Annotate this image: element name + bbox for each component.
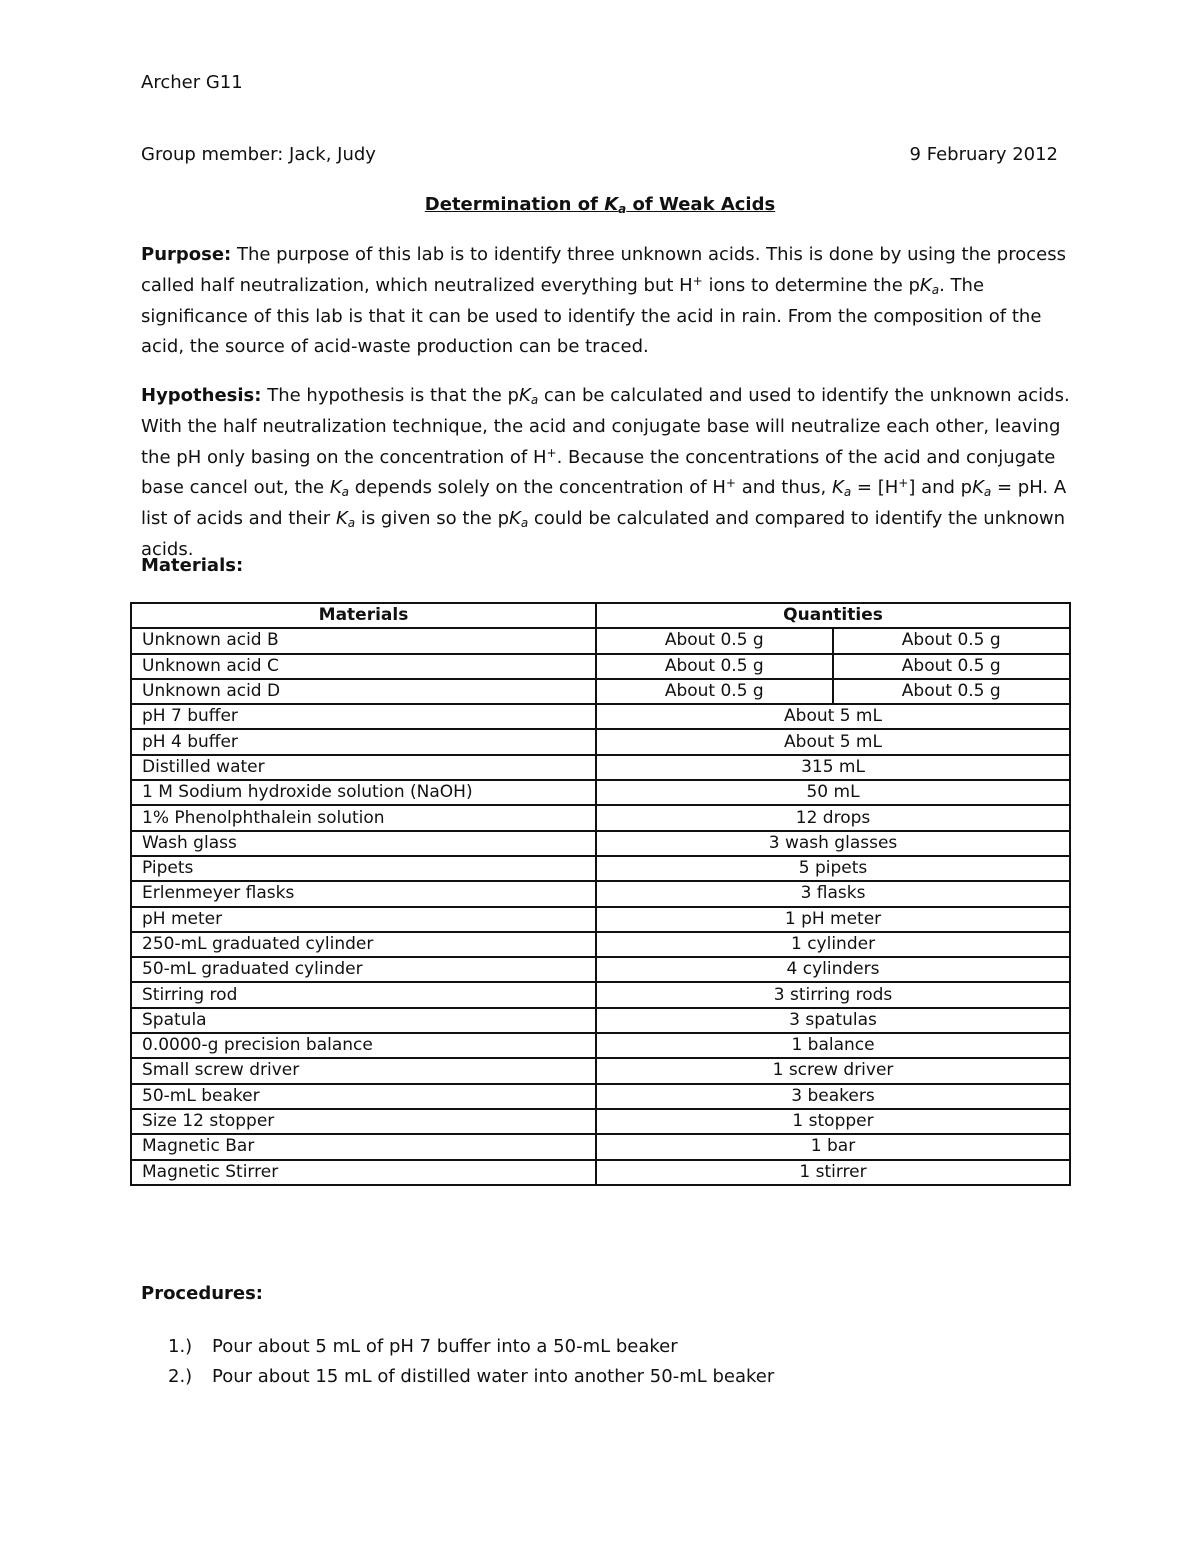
quantities-column-header: Quantities bbox=[596, 603, 1070, 628]
material-name-cell: Magnetic Bar bbox=[131, 1134, 596, 1159]
procedures-heading: Procedures: bbox=[141, 1283, 264, 1304]
quantity-cell: 1 cylinder bbox=[596, 932, 1070, 957]
material-name-cell: 0.0000-g precision balance bbox=[131, 1033, 596, 1058]
procedure-step bbox=[141, 1332, 774, 1362]
material-name-cell: pH meter bbox=[131, 907, 596, 932]
quantity-cell: 3 wash glasses bbox=[596, 831, 1070, 856]
material-name-cell: Small screw driver bbox=[131, 1058, 596, 1083]
procedure-step-number: 1.) bbox=[168, 1336, 193, 1357]
procedure-step-number: 2.) bbox=[168, 1366, 193, 1387]
quantity-cell: 3 spatulas bbox=[596, 1008, 1070, 1033]
quantity-cell: 1 pH meter bbox=[596, 907, 1070, 932]
quantity-cell: 1 bar bbox=[596, 1134, 1070, 1159]
hypothesis-label: Hypothesis: bbox=[141, 385, 262, 406]
quantity-cell: 1 stirrer bbox=[596, 1160, 1070, 1185]
material-name-cell: 1% Phenolphthalein solution bbox=[131, 805, 596, 830]
table-row bbox=[131, 957, 1070, 982]
quantity-cell: About 0.5 g bbox=[596, 654, 832, 679]
purpose-paragraph: Purpose: The purpose of this lab is to identify three unknown acids. This is done by using the process called half neutralization, which neutralized everything but H+ ions to determine the $pK_a$. The significance of this lab is that it can be used to identify the acid in rain. From the composition of the acid, the source of acid-waste production can be traced. bbox=[141, 244, 1066, 358]
table-row bbox=[131, 1134, 1070, 1159]
materials-table bbox=[130, 602, 1071, 1186]
procedure-step bbox=[141, 1362, 774, 1392]
material-name-cell: Unknown acid D bbox=[131, 679, 596, 704]
material-name-cell: Unknown acid B bbox=[131, 628, 596, 653]
table-row bbox=[131, 780, 1070, 805]
table-row bbox=[131, 1033, 1070, 1058]
material-name-cell: 50-mL graduated cylinder bbox=[131, 957, 596, 982]
table-row bbox=[131, 729, 1070, 754]
material-name-cell: Stirring rod bbox=[131, 982, 596, 1007]
materials-column-header: Materials bbox=[131, 603, 596, 628]
quantity-cell: 1 stopper bbox=[596, 1109, 1070, 1134]
table-row bbox=[131, 805, 1070, 830]
material-name-cell: 250-mL graduated cylinder bbox=[131, 932, 596, 957]
report-date: 9 February 2012 bbox=[909, 144, 1058, 165]
quantity-cell: About 0.5 g bbox=[833, 628, 1071, 653]
material-name-cell: Wash glass bbox=[131, 831, 596, 856]
table-row bbox=[131, 982, 1070, 1007]
table-row bbox=[131, 856, 1070, 881]
quantity-cell: About 5 mL bbox=[596, 729, 1070, 754]
quantity-cell: 1 screw driver bbox=[596, 1058, 1070, 1083]
group-members: Group member: Jack, Judy bbox=[141, 144, 376, 165]
quantity-cell: 12 drops bbox=[596, 805, 1070, 830]
material-name-cell: 1 M Sodium hydroxide solution (NaOH) bbox=[131, 780, 596, 805]
table-row bbox=[131, 1058, 1070, 1083]
table-row bbox=[131, 628, 1070, 653]
table-row bbox=[131, 755, 1070, 780]
table-row bbox=[131, 679, 1070, 704]
table-row bbox=[131, 1084, 1070, 1109]
quantity-cell: 50 mL bbox=[596, 780, 1070, 805]
table-header-row bbox=[131, 603, 1070, 628]
author-class: Archer G11 bbox=[141, 72, 243, 93]
quantity-cell: About 0.5 g bbox=[833, 679, 1071, 704]
procedure-step-text: Pour about 5 mL of pH 7 buffer into a 50-mL beaker bbox=[212, 1336, 678, 1357]
table-row bbox=[131, 1109, 1070, 1134]
quantity-cell: 4 cylinders bbox=[596, 957, 1070, 982]
table-row bbox=[131, 654, 1070, 679]
purpose-label: Purpose: bbox=[141, 244, 232, 265]
table-row bbox=[131, 1160, 1070, 1185]
quantity-cell: 1 balance bbox=[596, 1033, 1070, 1058]
material-name-cell: Magnetic Stirrer bbox=[131, 1160, 596, 1185]
material-name-cell: Distilled water bbox=[131, 755, 596, 780]
quantity-cell: About 0.5 g bbox=[833, 654, 1071, 679]
report-title: Determination of $K_a$ of Weak Acids bbox=[424, 194, 776, 216]
material-name-cell: pH 7 buffer bbox=[131, 704, 596, 729]
material-name-cell: Size 12 stopper bbox=[131, 1109, 596, 1134]
material-name-cell: 50-mL beaker bbox=[131, 1084, 596, 1109]
quantity-cell: 3 stirring rods bbox=[596, 982, 1070, 1007]
material-name-cell: Pipets bbox=[131, 856, 596, 881]
table-row bbox=[131, 1008, 1070, 1033]
table-row bbox=[131, 831, 1070, 856]
table-row bbox=[131, 704, 1070, 729]
materials-heading: Materials: bbox=[141, 555, 244, 576]
table-row bbox=[131, 907, 1070, 932]
table-row bbox=[131, 881, 1070, 906]
material-name-cell: Erlenmeyer flasks bbox=[131, 881, 596, 906]
table-row bbox=[131, 932, 1070, 957]
material-name-cell: Unknown acid C bbox=[131, 654, 596, 679]
quantity-cell: 5 pipets bbox=[596, 856, 1070, 881]
material-name-cell: pH 4 buffer bbox=[131, 729, 596, 754]
hypothesis-paragraph: Hypothesis: The hypothesis is that the $pK_a$ can be calculated and used to identify the unknown acids. With the half neutralization technique, the acid and conjugate base will neutralize each other, leaving the pH only basing on the concentration of H+. Because the concentrations of the acid and conjugate base cancel out, the $K_a$ depends solely on the concentration of H+ and thus, $K_a = [H^+]$ and $pK_a$ = pH. A list of acids and their $K_a$ is given so the $pK_a$ could be calculated and compared to identify the unknown acids. bbox=[141, 385, 1070, 560]
quantity-cell: 3 flasks bbox=[596, 881, 1070, 906]
procedure-step-text: Pour about 15 mL of distilled water into another 50-mL beaker bbox=[212, 1366, 775, 1387]
quantity-cell: 3 beakers bbox=[596, 1084, 1070, 1109]
quantity-cell: About 0.5 g bbox=[596, 679, 832, 704]
quantity-cell: About 0.5 g bbox=[596, 628, 832, 653]
procedures-list bbox=[141, 1332, 774, 1392]
quantity-cell: About 5 mL bbox=[596, 704, 1070, 729]
material-name-cell: Spatula bbox=[131, 1008, 596, 1033]
quantity-cell: 315 mL bbox=[596, 755, 1070, 780]
